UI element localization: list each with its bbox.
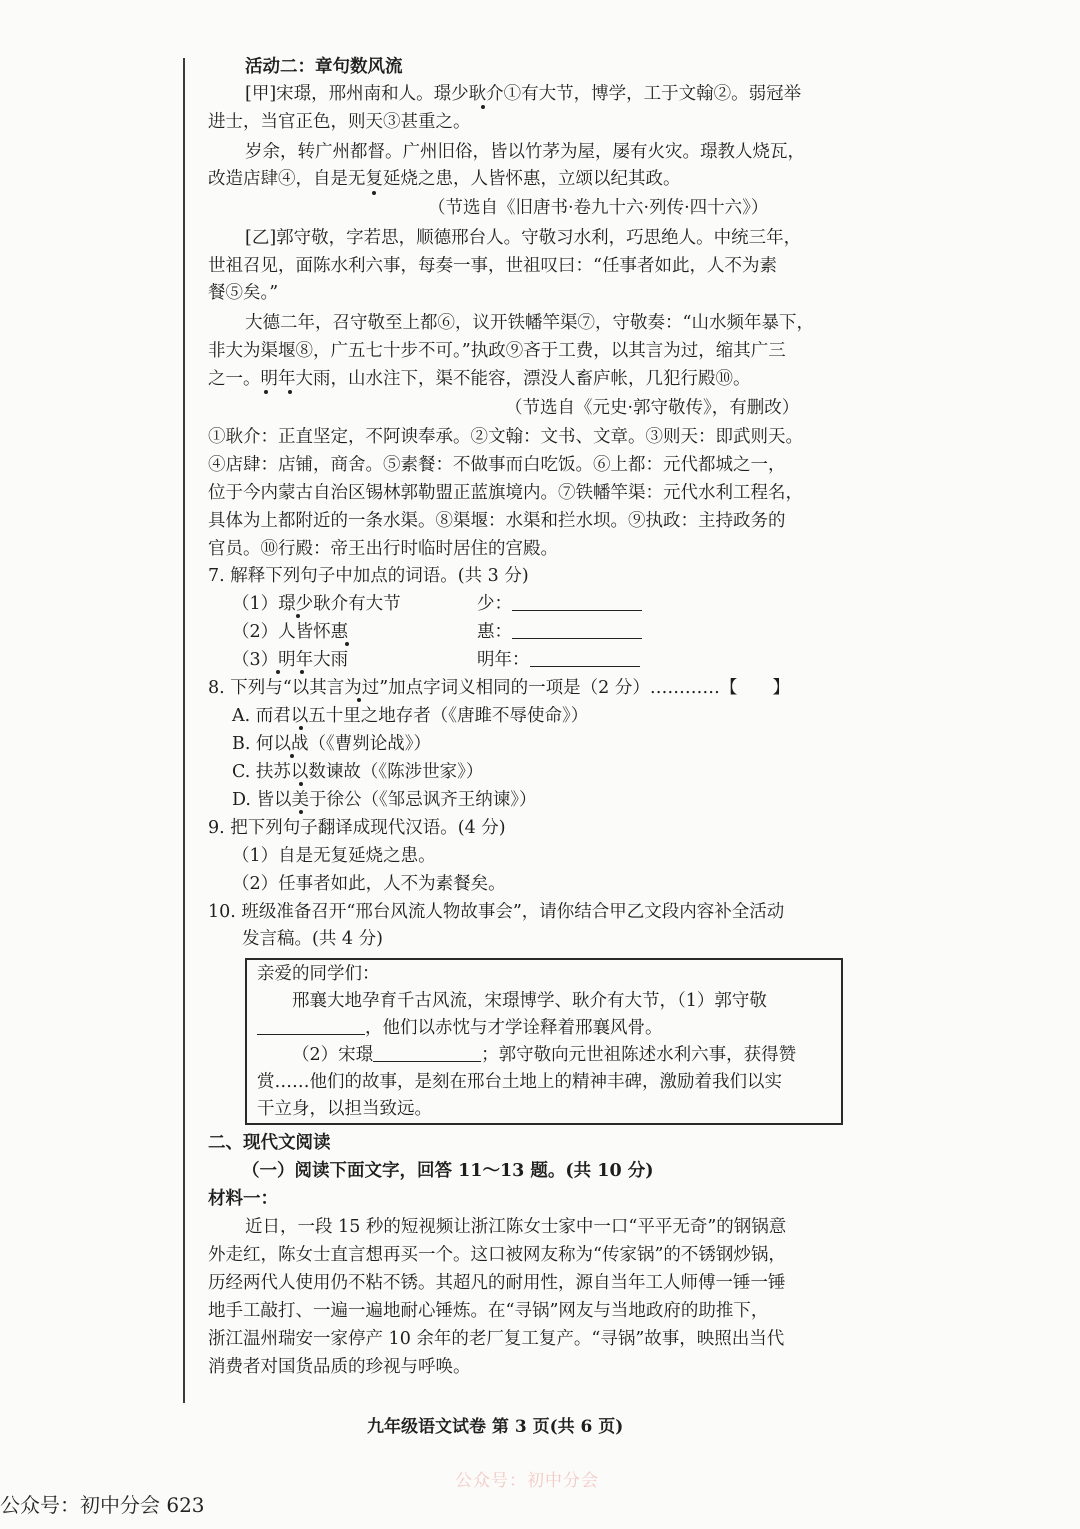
material-line: 地手工敲打、一遍一遍地耐心锤炼。在“寻锅”网友与当地政府的助推下， <box>208 1301 769 1321</box>
q8-option: C. 扶苏以数谏故（《陈涉世家》） <box>232 762 484 782</box>
answer-blank[interactable] <box>530 648 640 667</box>
notes-line: 位于今内蒙古自治区锡林郭勒盟正蓝旗境内。⑦铁幡竿渠：元代水利工程名， <box>208 483 803 503</box>
passage-b-line: 餐⑤矣。” <box>208 283 279 303</box>
q7-item: （1）璟少耿介有大节 <box>232 594 401 614</box>
speech-text: ；郭守敬向元世祖陈述水利六事，获得赞 <box>481 1045 797 1065</box>
answer-blank[interactable] <box>512 620 642 639</box>
q10-stem: 10. 班级准备召开“邢台风流人物故事会”，请你结合甲乙文段内容补全活动 <box>208 902 785 922</box>
emphasis-dot <box>357 698 361 702</box>
q7-stem: 7. 解释下列句子中加点的词语。(共 3 分) <box>208 566 529 586</box>
material-line: 消费者对国货品质的珍视与呼唤。 <box>208 1357 471 1377</box>
q7-answer <box>477 620 642 644</box>
notes-line: ④店肆：店铺，商舍。⑤素餐：不做事而白吃饭。⑥上都：元代都城之一， <box>208 455 786 475</box>
passage-a-line: 岁余，转广州都督。广州旧俗，皆以竹茅为屋，屡有火灾。璟教人烧瓦， <box>245 142 805 162</box>
speech-line: 干立身，以担当致远。 <box>257 1099 432 1119</box>
q9-stem: 9. 把下列句子翻译成现代汉语。(4 分) <box>208 818 506 838</box>
activity-title: 活动二：章句数风流 <box>245 57 403 77</box>
passage-b-source: （节选自《元史·郭守敬传》，有删改） <box>505 398 800 418</box>
passage-b-line: [乙]郭守敬，字若思，顺德邢台人。守敬习水利，巧思绝人。中统三年， <box>245 228 802 248</box>
speech-line: 邢襄大地孕育千古风流，宋璟博学、耿介有大节，（1）郭守敬 <box>292 991 767 1011</box>
q7-item: （2）人皆怀惠 <box>232 622 349 642</box>
emphasis-dot <box>299 810 303 814</box>
emphasis-dot <box>372 191 376 195</box>
emphasis-dot <box>264 390 268 394</box>
speech-text: （2）宋璟 <box>292 1045 374 1065</box>
passage-b-line: 大德二年，召守敬至上都⑥，议开铁幡竿渠⑦，守敬奏：“山水频年暴下， <box>245 313 814 333</box>
section-part-title: （一）阅读下面文字，回答 11～13 题。(共 10 分) <box>242 1161 654 1181</box>
emphasis-dot <box>288 390 292 394</box>
material-line: 历经两代人使用仍不粘不锈。其超凡的耐用性，源自当年工人师傅一锤一锤 <box>208 1273 786 1293</box>
binding-line <box>183 58 185 1403</box>
emphasis-dot <box>481 105 485 109</box>
q8-option: B. 何以战（《曹刿论战》） <box>232 734 431 754</box>
q9-item: （2）任事者如此，人不为素餐矣。 <box>232 874 506 894</box>
emphasis-dot <box>296 614 300 618</box>
passage-b-line: 非大为渠堰⑧，广五七十步不可。”执政⑨吝于工费，以其言为过，缩其广三 <box>208 341 786 361</box>
speech-text: ，他们以赤忱与才学诠释着邢襄风骨。 <box>365 1018 663 1038</box>
notes-line: 具体为上都附近的一条水渠。⑧渠堰：水渠和拦水坝。⑨执政：主持政务的 <box>208 511 786 531</box>
q8-option: A. 而君以五十里之地存者（《唐雎不辱使命》） <box>232 706 589 726</box>
source-mark: 公众号：初中分会 623 <box>0 1493 205 1517</box>
watermark: 公众号：初中分会 <box>455 1471 599 1491</box>
q7-answer <box>477 648 640 672</box>
page-footer: 九年级语文试卷 第 3 页(共 6 页) <box>367 1417 624 1437</box>
answer-blank[interactable] <box>512 592 642 611</box>
q7-word: 惠： <box>477 622 512 642</box>
material-label: 材料一： <box>208 1189 278 1209</box>
speech-line <box>292 1043 796 1067</box>
q9-item: （1）自是无复延烧之患。 <box>232 846 436 866</box>
emphasis-dot <box>290 754 294 758</box>
emphasis-dot <box>345 642 349 646</box>
material-line: 外走红，陈女士直言想再买一个。这口被网友称为“传家锅”的不锈钢炒锅， <box>208 1245 786 1265</box>
material-line: 浙江温州瑞安一家停产 10 余年的老厂复工复产。“寻锅”故事，映照出当代 <box>208 1329 785 1349</box>
passage-a-line: 改造店肆④，自是无复延烧之患，人皆怀惠，立颂以纪其政。 <box>208 169 681 189</box>
emphasis-dot <box>299 782 303 786</box>
passage-b-line: 世祖召见，面陈水利六事，每奏一事，世祖叹曰：“任事者如此，人不为素 <box>208 256 777 276</box>
passage-a-line: 进士，当官正色，则天③甚重之。 <box>208 112 471 132</box>
q7-word: 少： <box>477 594 512 614</box>
q7-answer <box>477 592 642 616</box>
material-line: 近日，一段 15 秒的短视频让浙江陈女士家中一口“平平无奇”的钢锅意 <box>245 1217 787 1237</box>
passage-a-source: （节选自《旧唐书·卷九十六·列传·四十六》） <box>428 198 769 218</box>
q8-stem: 8. 下列与“以其言为过”加点字词义相同的一项是（2 分）…………【 】 <box>208 678 790 698</box>
notes-line: 官员。⑩行殿：帝王出行时临时居住的宫殿。 <box>208 539 558 559</box>
emphasis-dot <box>300 670 304 674</box>
q7-word: 明年： <box>477 650 530 670</box>
passage-b-line: 之一。明年大雨，山水注下，渠不能容，漂没人畜庐帐，几犯行殿⑩。 <box>208 369 751 389</box>
passage-a-line: [甲]宋璟，邢州南和人。璟少耿介①有大节，博学，工于文翰②。弱冠举 <box>245 84 802 104</box>
emphasis-dot <box>299 726 303 730</box>
speech-greeting: 亲爱的同学们： <box>257 964 380 984</box>
q10-stem: 发言稿。(共 4 分) <box>242 929 383 949</box>
speech-line: 赏……他们的故事，是刻在邢台土地上的精神丰碑，激励着我们以实 <box>257 1072 782 1092</box>
answer-blank[interactable] <box>373 1043 481 1062</box>
answer-blank[interactable] <box>257 1016 365 1035</box>
notes-line: ①耿介：正直坚定，不阿谀奉承。②文翰：文书、文章。③则天：即武则天。 <box>208 427 803 447</box>
section-title: 二、现代文阅读 <box>208 1133 331 1153</box>
q8-option: D. 皆以美于徐公（《邹忌讽齐王纳谏》） <box>232 790 537 810</box>
q7-item: （3）明年大雨 <box>232 650 349 670</box>
emphasis-dot <box>276 670 280 674</box>
speech-line <box>257 1016 663 1040</box>
